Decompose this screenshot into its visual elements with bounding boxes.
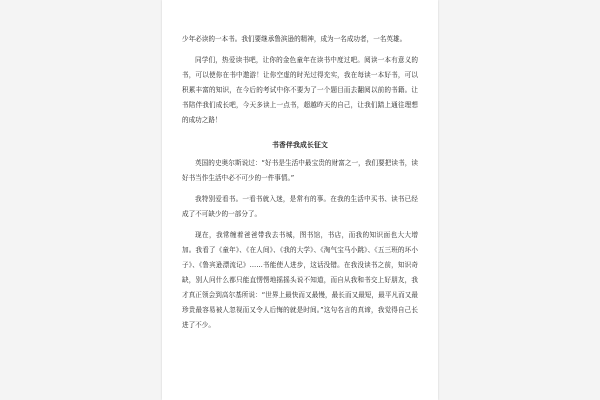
paragraph-encouragement: 同学们，热爱读书吧，让你的金色童年在读书中度过吧。阅读一本有意义的书，可以使你在书中遨游！让你空虚的时光过得充实，我在每读一本好书，可以积累丰富的知识，在今后的考试中你不要为了一个题目而去翻阅以前的书籍。让书陪伴我们成长吧，今天多读上一点书，超越昨天的自己，让我们踏上通往理想的成功之路！: [182, 56, 418, 124]
document-page: [162, 0, 438, 400]
section-title: 书香伴我成长征文: [272, 141, 328, 149]
paragraph-book-list: 现在，我常缠着爸爸带我去书城，图书馆，书店，而我的知识面也大大增加。我看了《童年》、《在人间》、《我的大学》、《淘气宝马小跳》、《五三班的坏小子》、《鲁宾逊漂流记》……书能使人进步，这话没错。在我没读书之前，知识奇缺，别人问什么都只能直愣愣地摇摇头说不知道，而自从我和书交上好朋友，我才真正领会到高尔基所说：“世界上最快而又最慢，最长而又最短，最平凡而又最珍贵最容易被人忽视而又令人后悔的就是时间。”这句名言的真谛，我觉得自己长进了不少。: [182, 231, 418, 329]
paragraph-love-reading: 我特别爱看书。一看书就入迷，是常有的事。在我的生活中买书、读书已经成了不可缺少的一部分了。: [182, 195, 418, 218]
paragraph-continuation: 少年必读的一本书。我们要继承鲁滨逊的精神，成为一名成功者，一名英雄。: [182, 35, 407, 43]
document-content: [182, 32, 418, 339]
paragraph-quote: 英国的史奥尔斯说过：“好书是生活中最宝贵的财富之一，我们要把读书，读好书当作生活中必不可少的一件事情。”: [182, 159, 418, 182]
